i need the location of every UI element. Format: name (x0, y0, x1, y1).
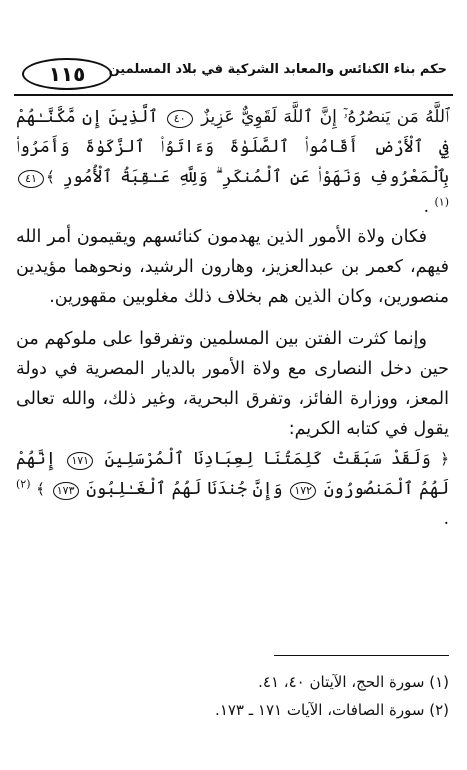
footnote-reference[interactable]: (١) (434, 195, 449, 209)
ayah-number-mark: ٤٠ (167, 110, 193, 128)
quran-opening-bracket: ﴿ (440, 450, 450, 468)
verse-text: إِنَّهُمْ لَهُمُ ٱلْمَنصُورُونَ (16, 449, 450, 499)
page-number: ١١٥ (22, 58, 112, 90)
sentence-end: . (443, 509, 449, 529)
ayah-number-mark: ١٧٢ (290, 482, 316, 500)
quran-verse-block-1 (16, 102, 449, 222)
quran-closing-bracket: ﴾ (36, 480, 45, 498)
running-title: حكم بناء الكنائس والمعابد الشركية في بلاد المسلمين (108, 62, 447, 77)
footnote-marker: (١) (429, 673, 449, 691)
ayah-number-mark: ١٧٣ (53, 482, 79, 500)
footnote-marker: (٢) (429, 701, 449, 719)
page-header (14, 52, 453, 92)
verse-text: ٱلَّذِينَ إِن مَّكَّنَّـٰهُمْ فِي ٱلْأَرْضِ أَقَامُوا۟ ٱلصَّلَوٰةَ وَءَاتَوُا۟ ٱلزَّكَوٰةَ وَأَمَرُوا۟ بِٱلْمَعْرُوفِ وَنَهَوْا۟ عَنِ ٱلْمُنكَرِ ۗ وَلِلَّهِ عَـٰقِبَةُ ٱلْأُمُورِ (16, 107, 449, 187)
ayah-number-mark: ١٧١ (67, 452, 93, 470)
footnote-separator (274, 655, 449, 656)
footnote-item (16, 668, 449, 696)
sentence-end: . (423, 197, 430, 217)
paragraph: وإنما كثرت الفتن بين المسلمين وتفرقوا على ملوكهم من حين دخل النصارى مع ولاة الأمور بالديار المصرية في دولة المعز، ووزارة الفائز، وتفرق البحرية، وغير ذلك، والله تعالى يقول في كتابه الكريم: (16, 329, 449, 439)
header-rule (14, 94, 453, 96)
verse-text: وَإِنَّ جُندَنَا لَهُمُ ٱلْغَـٰلِبُونَ (86, 479, 283, 499)
quran-verse-block-2 (16, 444, 449, 534)
footnote-text: سورة الحج، الآيتان ٤٠، ٤١. (258, 673, 425, 691)
ayah-number-mark: ٤١ (18, 170, 44, 188)
paragraph: فكان ولاة الأمور الذين يهدمون كنائسهم ويقيمون أمر الله فيهم، كعمر بن عبدالعزيز، وهارون الرشيد، ونحوهما مؤيدين منصورين، وكان الذين هم بخلاف ذلك مغلوبين مقهورين. (16, 227, 449, 307)
footnotes (16, 668, 449, 724)
footnote-text: سورة الصافات، الآيات ١٧١ ـ ١٧٣. (215, 701, 425, 719)
quran-closing-bracket: ﴾ (46, 168, 55, 186)
footnote-reference[interactable]: (٢) (16, 477, 31, 491)
footnote-item (16, 696, 449, 724)
paragraph-gap (16, 312, 449, 324)
verse-text: وَلَقَدْ سَبَقَتْ كَلِمَتُنَا لِعِبَادِنَا ٱلْمُرْسَلِينَ (104, 449, 431, 469)
verse-text: ﭐللَّهُ مَن يَنصُرُهُۥٓ إِنَّ ٱللَّهَ لَقَوِيٌّ عَزِيزٌ (201, 107, 449, 127)
main-text (16, 102, 449, 534)
